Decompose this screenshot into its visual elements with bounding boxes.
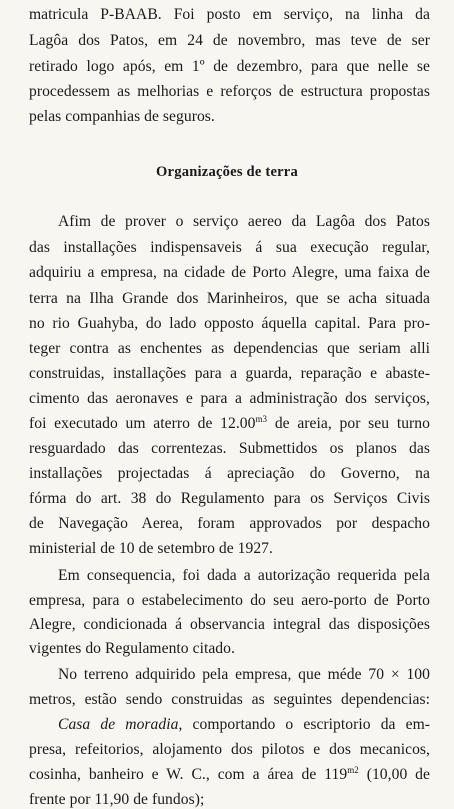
p1-line-14: ministerial de 10 de setembro de 1927. — [29, 540, 273, 557]
p1-line-2: das installações indispensaveis á sua execução regular, — [29, 239, 430, 256]
intro-line-3: retirado logo após, em 1º de dezembro, para que nelle se — [29, 58, 430, 75]
p1-line-3: adquiriu a empresa, na cidade de Porto Alegre, uma faixa de — [29, 264, 430, 281]
casa-line-4: frente por 11,90 de fundos); — [29, 791, 205, 808]
p2-line-4: vigentes do Regulamento citado. — [29, 640, 235, 657]
p1-line-13: de Navegação Aerea, foram approvados por despacho — [29, 515, 430, 532]
casa-line-3: cosinha, banheiro e W. C., com a área de $119^{m2}$ (10,00 de — [29, 764, 431, 783]
casa-term: Casa de moradia — [58, 716, 179, 733]
p2-line-2: empresa, para o estabelecimento do seu aero-porto de Porto — [29, 592, 430, 609]
p1-line-5: no rio Guahyba, do lado opposto áquella capital. Para pro- — [29, 315, 430, 332]
intro-line-4: procedessem as melhorias e reforços de estructura propostas — [29, 83, 430, 100]
intro-line-2: Lagôa dos Patos, em 24 de novembro, mas teve de ser — [29, 32, 430, 49]
intro-line-1: matricula P-BAAB. Foi posto em serviço, na linha da — [29, 6, 430, 23]
p3-line-1: No terreno adquirido pela empresa, que méde 70 × 100 — [58, 666, 430, 683]
intro-line-5: pelas companhias de seguros. — [29, 108, 215, 125]
p1-line-1: Afim de prover o serviço aereo da Lagôa dos Patos — [58, 213, 430, 230]
casa-line-2: presa, refeitorios, alojamento dos pilotos e dos mecanicos, — [29, 741, 430, 758]
p1-line-11: installações projectadas á apreciação do Governo, na — [29, 465, 430, 482]
p2-line-3: Alegre, condicionada á observancia integral das disposições — [29, 616, 430, 633]
p1-line-10: resguardado das correntezas. Submettidos os planos das — [29, 440, 430, 457]
p1-line-8: cimento das aeronaves e para a administração dos serviços, — [29, 390, 430, 407]
p1-line-7: construidas, installações para a guarda, reparação e abaste- — [29, 365, 430, 382]
p3-line-2: metros, estão sendo construidas as seguintes dependencias: — [29, 691, 430, 708]
p1-line-12: fórma do art. 38 do Regulamento para os Serviços Civis — [29, 490, 430, 507]
p1-line-4: terra na Ilha Grande dos Marinheiros, que se acha situada — [29, 290, 430, 307]
square-metre-superscript: m2 — [347, 764, 359, 775]
p1-line-6: teger contra as enchentes as dependencias que seriam alli — [29, 340, 430, 357]
p2-line-1: Em consequencia, foi dada a autorização requerida pela — [58, 567, 430, 584]
p1-line-9: foi executado um aterro de $12.00^{m3}$ de areia, por seu turno — [29, 413, 430, 432]
casa-line-1: Casa de moradia, comportando o escriptorio da em- — [58, 716, 430, 733]
section-heading: Organizações de terra — [156, 164, 298, 180]
cubic-metre-superscript: m3 — [255, 413, 268, 424]
